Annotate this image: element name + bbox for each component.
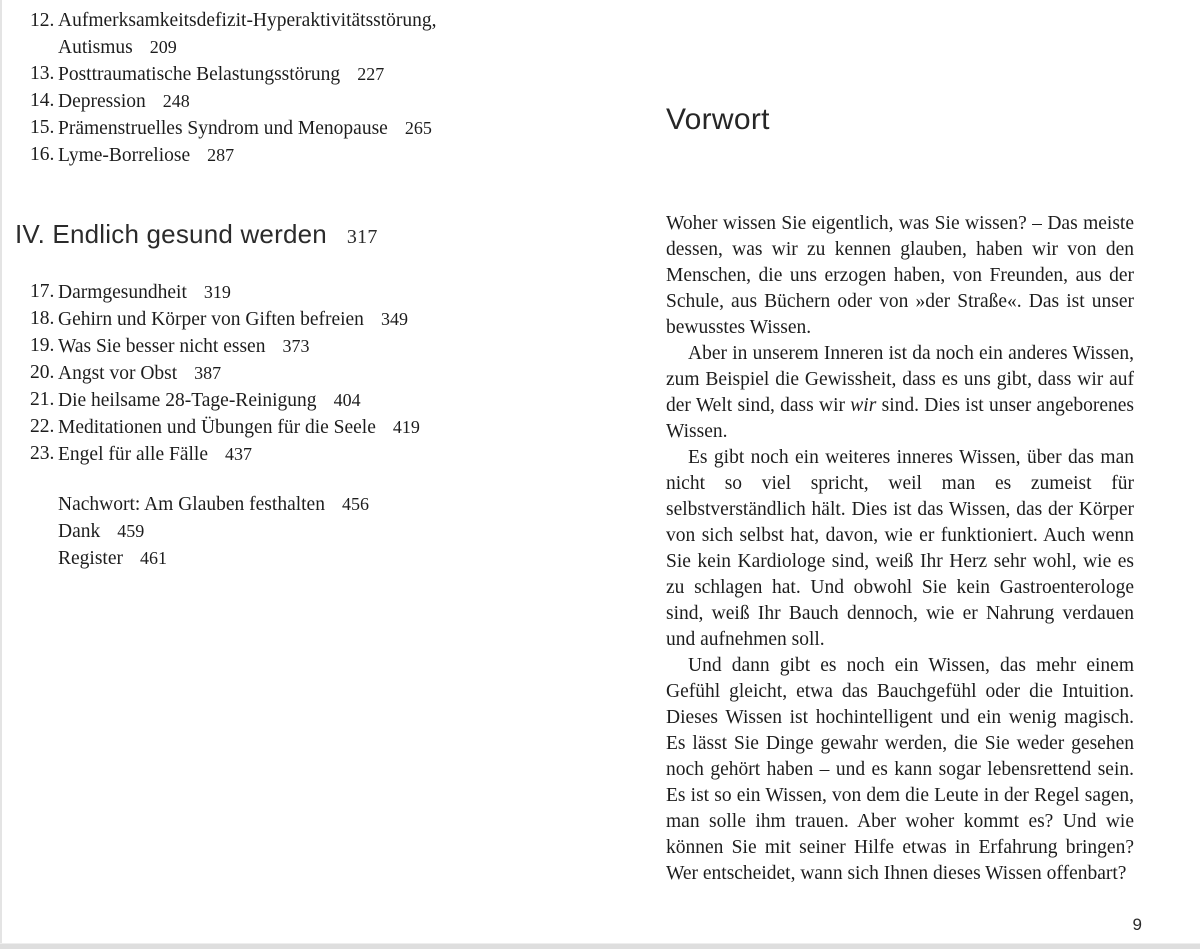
- toc-entry-page: 437: [224, 444, 252, 464]
- toc-entry: [30, 142, 473, 169]
- toc-entry: [30, 333, 473, 360]
- toc-entry-number: 22.: [30, 416, 55, 437]
- toc-entry-number: 21.: [30, 389, 55, 410]
- toc-entry-title-text: Engel für alle Fälle: [58, 444, 208, 465]
- scan-edge-bottom: [0, 943, 1200, 949]
- toc-entry-number: 12.: [30, 10, 55, 31]
- paragraph-3: Es gibt noch ein weiteres inneres Wissen, über das man nicht so viel spricht, weil man es zumeist für selbstverständlich hält. Dies ist das Wissen, das der Körper von sich selbst hat, davon, wie er funktioniert. Auch wenn Sie kein Kardiologe sind, weiß Ihr Herz sehr wohl, wie es zu schlagen hat. Und obwohl Sie kein Gastroenterologe sind, weiß Ihr Bauch dennoch, wie er Nahrung verdauen und aufnehmen soll.: [666, 447, 1134, 650]
- toc-entry-title-text: Lyme-Borreliose: [58, 145, 191, 166]
- toc-entry-title-text: Posttraumatische Belastungsstörung: [58, 64, 341, 85]
- end-matter-page: 456: [341, 494, 369, 514]
- toc-entry-title: [58, 333, 473, 360]
- toc-section-heading-label: IV. Endlich gesund werden: [15, 219, 327, 249]
- toc-entry-title-text: Darmgesundheit: [58, 282, 187, 303]
- toc-entry-page: 248: [162, 91, 190, 111]
- paragraph-2-italic-word: wir: [850, 395, 877, 416]
- end-matter-title: Nachwort: Am Glauben festhalten: [58, 494, 325, 515]
- toc-entry: [30, 360, 473, 387]
- toc-entry-title-text: Depression: [58, 91, 146, 112]
- toc-entry-title: [58, 441, 473, 468]
- toc-entry-number: 16.: [30, 144, 55, 165]
- toc-entry-title: [58, 88, 473, 115]
- toc-section-heading: [15, 217, 473, 254]
- toc-entry-title-text: Prämenstruelles Syndrom und Menopause: [58, 118, 388, 139]
- paragraph-4: Und dann gibt es noch ein Wissen, das mehr einem Gefühl gleicht, etwa das Bauchgefühl oder die Intuition. Dieses Wissen ist hochintelligent und ein wenig magisch. Es lässt Sie Dinge gewahr werden, die Sie weder gesehen noch gehört haben – und es kann sogar lebensrettend sein. Es ist so ein Wissen, von dem die Leute in der Regel sagen, man solle ihm trauen. Aber woher kommt es? Und wie können Sie mit seiner Hilfe etwas in Erfahrung bringen? Wer entscheidet, wann sich Ihnen dieses Wissen offenbart?: [666, 655, 1134, 884]
- toc-entry-number: 23.: [30, 443, 55, 464]
- toc-entry: [30, 8, 473, 61]
- toc-entry-page: 265: [404, 118, 432, 138]
- toc-entry-title: [58, 306, 473, 333]
- toc-list-part4: [15, 279, 473, 468]
- paragraph-2: [666, 341, 1134, 445]
- toc-entry-page: 387: [194, 363, 222, 383]
- toc-end-matter-row: [58, 545, 473, 572]
- toc-entry-page: 373: [282, 336, 310, 356]
- toc-entry-page: 319: [203, 282, 231, 302]
- paragraph-2-text: Aber in unserem Inneren ist da noch ein anderes Wissen, zum Beispiel die Gewissheit, dass es uns gibt, dass wir auf der Welt sind, dass wir: [666, 343, 1134, 416]
- toc-end-matter-row: [58, 491, 473, 518]
- toc-entry-number: 14.: [30, 90, 55, 111]
- end-matter-page: 461: [139, 548, 167, 568]
- toc-section-heading-page: 317: [346, 226, 378, 248]
- toc-entry-page: 209: [149, 37, 177, 57]
- preface-page: [666, 0, 1134, 887]
- toc-entry: [30, 88, 473, 115]
- toc-entry: [30, 414, 473, 441]
- toc-entry-title: [58, 115, 473, 142]
- toc-entry-number: 15.: [30, 117, 55, 138]
- paragraph-2-text-after: sind. Dies ist unser angeborenes Wissen.: [666, 395, 1134, 442]
- toc-entry-page: 419: [392, 417, 420, 437]
- toc-entry: [30, 279, 473, 306]
- toc-list-part3: [15, 8, 473, 169]
- toc-entry: [30, 306, 473, 333]
- toc-entry-title-text: Meditationen und Übungen für die Seele: [58, 417, 376, 438]
- toc-entry-number: 18.: [30, 308, 55, 329]
- toc-entry-title-text: Die heilsame 28-Tage-Reinigung: [58, 390, 317, 411]
- scan-edge-left: [0, 0, 2, 949]
- toc-entry-number: 19.: [30, 335, 55, 356]
- toc-entry-title-text: Was Sie besser nicht essen: [58, 336, 266, 357]
- toc-entry: [30, 115, 473, 142]
- end-matter-page: 459: [117, 521, 145, 541]
- toc-entry-title-text: Aufmerksamkeitsdefizit-Hyperaktivitätsstörung, Autismus: [58, 10, 437, 58]
- preface-body: [666, 211, 1134, 887]
- toc-entry-title: [58, 360, 473, 387]
- end-matter-title: Dank: [58, 521, 101, 542]
- chapter-title: Vorwort: [666, 103, 770, 136]
- toc-entry-page: 227: [357, 64, 385, 84]
- toc-end-matter-row: [58, 518, 473, 545]
- toc-entry-title: [58, 387, 473, 414]
- toc-entry-title: [58, 414, 473, 441]
- end-matter-title: Register: [58, 548, 123, 569]
- page-number: 9: [1132, 915, 1142, 934]
- paragraph-1: Woher wissen Sie eigentlich, was Sie wissen? – Das meiste dessen, was wir zu kennen glauben, haben wir von den Menschen, die uns erzogen haben, von Freunden, aus der Schule, aus Büchern oder von »der Straße«. Das ist unser bewusstes Wissen.: [666, 213, 1134, 338]
- toc-entry-title-text: Gehirn und Körper von Giften befreien: [58, 309, 364, 330]
- toc-entry-title: [58, 61, 473, 88]
- toc-page: [15, 8, 473, 572]
- toc-entry-title: [58, 8, 473, 61]
- toc-entry-page: 287: [207, 145, 235, 165]
- toc-entry: [30, 441, 473, 468]
- toc-entry-title-text: Angst vor Obst: [58, 363, 178, 384]
- toc-entry: [30, 61, 473, 88]
- toc-entry-number: 20.: [30, 362, 55, 383]
- toc-entry-title: [58, 279, 473, 306]
- toc-entry-title: [58, 142, 473, 169]
- toc-entry-number: 13.: [30, 63, 55, 84]
- toc-entry: [30, 387, 473, 414]
- toc-entry-page: 349: [380, 309, 408, 329]
- toc-entry-page: 404: [333, 390, 361, 410]
- toc-entry-number: 17.: [30, 281, 55, 302]
- toc-end-matter: [58, 491, 473, 572]
